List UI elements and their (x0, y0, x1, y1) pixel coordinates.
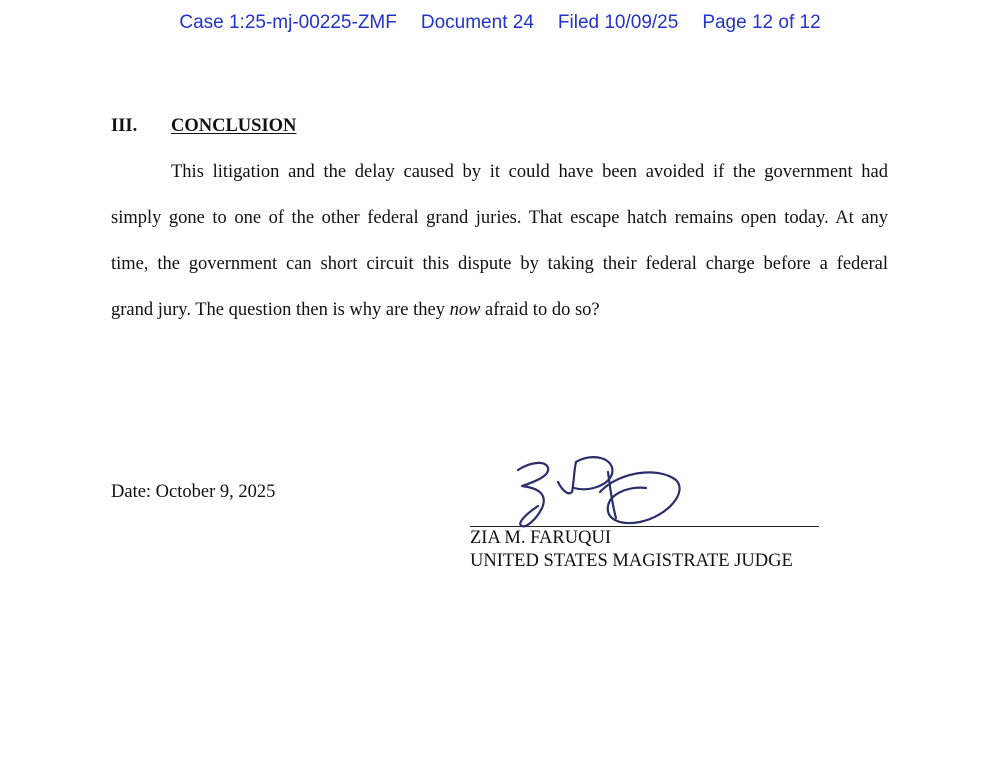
signing-date: Date: October 9, 2025 (111, 482, 276, 502)
section-heading (111, 116, 296, 137)
signer-title: UNITED STATES MAGISTRATE JUDGE (470, 551, 793, 571)
paragraph-line-4 (111, 287, 888, 333)
emphasized-word: now (449, 300, 481, 320)
handwritten-signature (508, 452, 684, 534)
signature-strokes (518, 457, 680, 526)
filed-date: Filed 10/09/25 (557, 12, 679, 33)
section-title: CONCLUSION (171, 116, 297, 136)
paragraph-line-3: time, the government can short circuit this dispute by taking their federal charge before a federal (111, 254, 888, 274)
page-number: Page 12 of 12 (702, 12, 821, 33)
line4-text-end: afraid to do so? (480, 300, 600, 320)
signer-name: ZIA M. FARUQUI (470, 528, 611, 548)
section-number: III. (111, 116, 138, 136)
paragraph-line-2: simply gone to one of the other federal grand juries. That escape hatch remains open today. At any (111, 208, 888, 228)
line4-text-start: grand jury. The question then is why are they (111, 300, 450, 320)
conclusion-paragraph (111, 149, 888, 333)
case-number: Case 1:25-mj-00225-ZMF (179, 12, 397, 33)
filing-header-stamp (0, 12, 1000, 34)
paragraph-line-1: This litigation and the delay caused by it could have been avoided if the government had (171, 162, 888, 182)
document-number: Document 24 (420, 12, 534, 33)
